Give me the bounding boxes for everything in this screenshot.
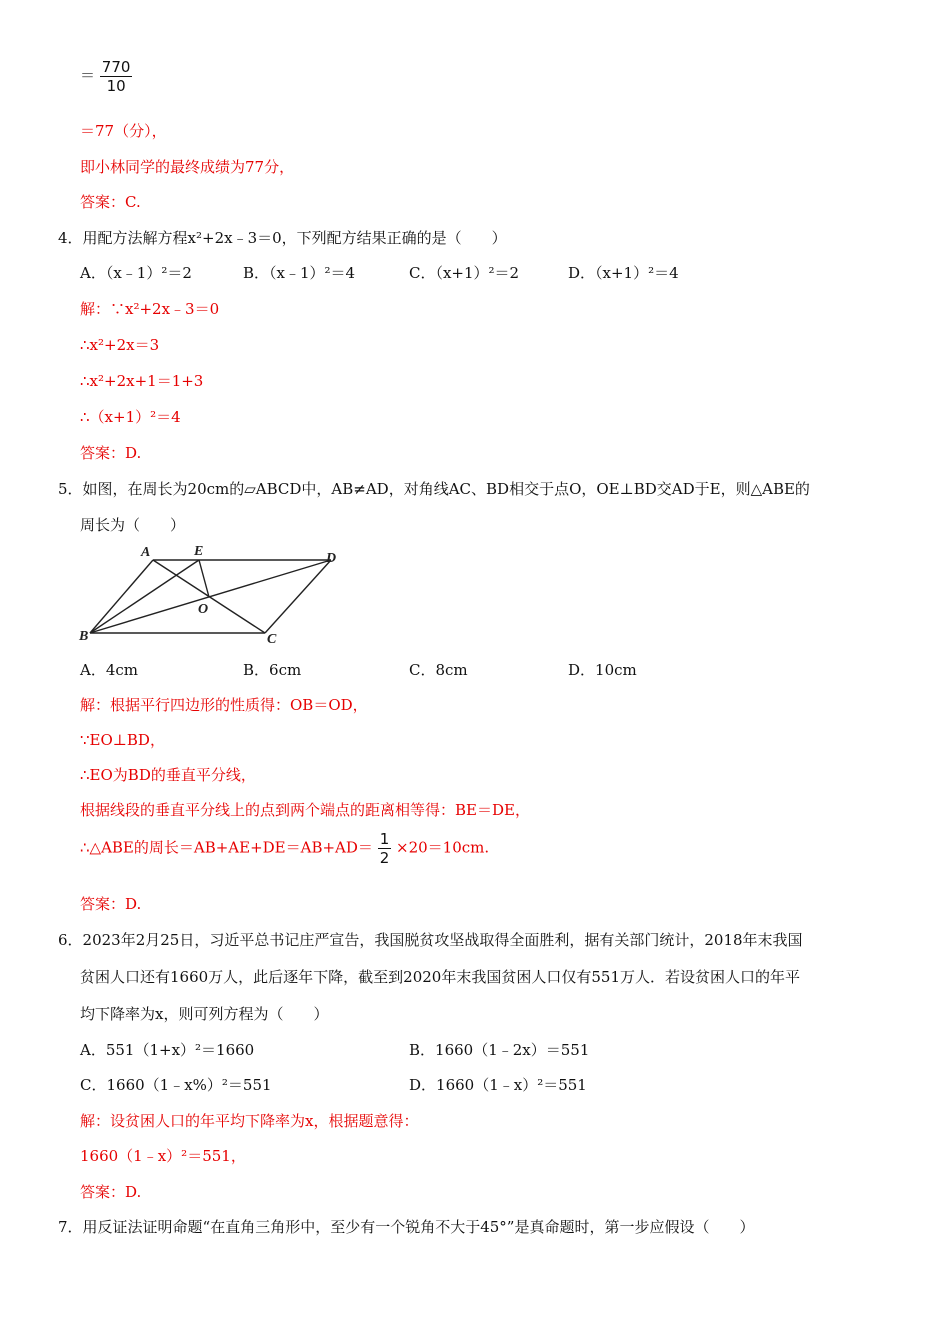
label-o: O [198, 602, 209, 617]
fraction-denominator: 2 [379, 849, 390, 867]
q6-solution-line-2: 1660（1﹣x）²＝551， [80, 1147, 246, 1165]
q6-answer: 答案：D. [80, 1183, 142, 1201]
label-e: E [194, 544, 204, 559]
q4-stem: 4．用配方法解方程x²+2x﹣3＝0，下列配方结果正确的是（ ） [58, 229, 507, 247]
q6-solution-line-1: 解：设贫困人口的年平均下降率为x，根据题意得： [80, 1112, 419, 1130]
q5-option-d: D．10cm [568, 661, 637, 679]
q4-solution-line-2: ∴x²+2x＝3 [80, 336, 160, 354]
q5-solution-line-1: 解：根据平行四边形的性质得：OB＝OD， [80, 696, 368, 714]
q3-answer: 答案：C. [80, 193, 141, 211]
q4-answer: 答案：D. [80, 444, 142, 462]
fraction [100, 58, 133, 95]
label-d: D [326, 551, 337, 566]
q6-option-d: D．1660（1﹣x）²＝551 [409, 1076, 587, 1094]
q6-option-a: A．551（1+x）²＝1660 [80, 1041, 255, 1059]
q4-solution-line-3: ∴x²+2x+1＝1+3 [80, 372, 204, 390]
q5-option-a: A．4cm [80, 661, 139, 679]
q5-stem-line-1: 5．如图，在周长为20cm的▱ABCD中，AB≠AD，对角线AC、BD相交于点O，OE⊥BD交AD于E，则△ABE的 [58, 480, 810, 498]
q4-option-c: C．（x+1）²＝2 [409, 264, 520, 282]
q5-stem-line-2: 周长为（ ） [80, 516, 186, 534]
q5-option-c: C．8cm [409, 661, 468, 679]
fraction-numerator: 1 [379, 830, 390, 848]
q4-option-b: B．（x﹣1）²＝4 [243, 264, 356, 282]
q6-option-b: B．1660（1﹣2x）＝551 [409, 1041, 590, 1059]
fraction-numerator: 770 [101, 58, 131, 76]
q5-solution-line-3: ∴EO为BD的垂直平分线， [80, 766, 256, 784]
q6-option-c: C．1660（1﹣x%）²＝551 [80, 1076, 272, 1094]
segment-be [90, 560, 199, 633]
label-c: C [267, 632, 277, 647]
q4-solution-line-4: ∴（x+1）²＝4 [80, 408, 181, 426]
fraction-one-half [378, 830, 392, 867]
q5-solution-line-4: 根据线段的垂直平分线上的点到两个端点的距离相等得：BE＝DE， [80, 801, 530, 819]
label-a: A [141, 545, 151, 560]
label-b: B [79, 629, 89, 644]
q4-solution-line-1: 解：∵x²+2x﹣3＝0 [80, 300, 220, 318]
q5-answer: 答案：D. [80, 895, 142, 913]
q6-stem-line-3: 均下降率为x，则可列方程为（ ） [80, 1005, 329, 1023]
q4-option-a: A．（x﹣1）²＝2 [80, 264, 192, 282]
q4-option-d: D．（x+1）²＝4 [568, 264, 679, 282]
q3-solution-line-1: ＝77（分）， [80, 122, 167, 140]
q5-solution-line-5 [80, 830, 489, 867]
q7-stem: 7．用反证法证明命题“在直角三角形中，至少有一个锐角不大于45°”是真命题时，第一步应假设（ ） [58, 1218, 755, 1236]
diagonal-bd [90, 560, 331, 633]
q5-solution-line-5-prefix: ∴△ABE的周长＝AB+AE+DE＝AB+AD＝ [80, 838, 373, 857]
q5-option-b: B．6cm [243, 661, 302, 679]
q5-solution-line-2: ∵EO⊥BD， [80, 731, 165, 749]
segment-dc [265, 560, 331, 633]
q6-stem-line-2: 贫困人口还有1660万人，此后逐年下降，截至到2020年末我国贫困人口仅有551万人．若设贫困人口的年平 [80, 968, 800, 986]
fraction-denominator: 10 [106, 77, 126, 95]
equals-sign: ＝ [80, 66, 96, 85]
q3-fraction-line [80, 58, 132, 95]
q3-solution-line-2: 即小林同学的最终成绩为77分， [80, 158, 295, 176]
parallelogram-figure [75, 540, 345, 650]
q5-solution-line-5-suffix: ×20＝10cm. [396, 838, 490, 857]
q6-stem-line-1: 6．2023年2月25日，习近平总书记庄严宣告，我国脱贫攻坚战取得全面胜利，据有关部门统计，2018年末我国 [58, 931, 803, 949]
